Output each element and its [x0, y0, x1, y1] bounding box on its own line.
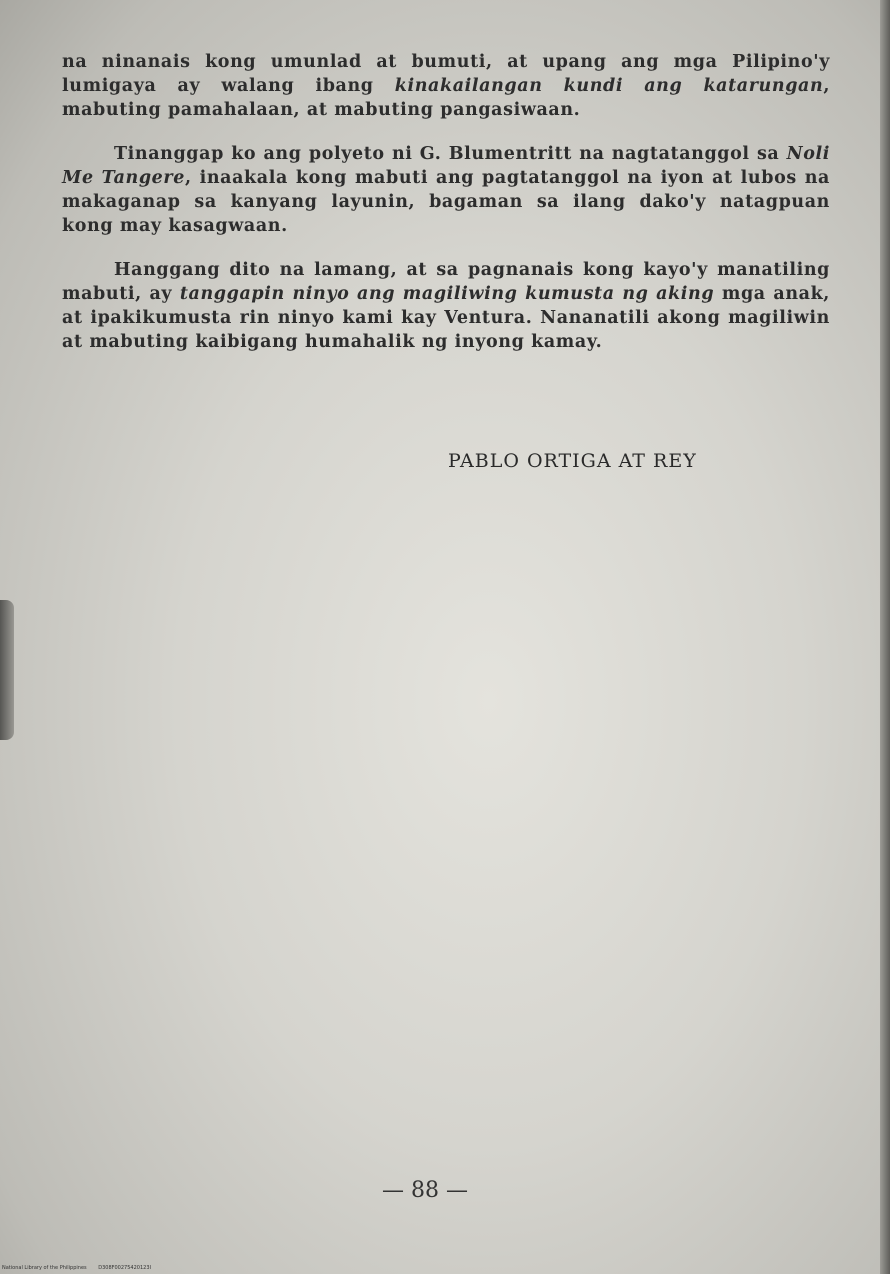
paragraph-2	[62, 142, 830, 238]
paragraph-2-italic: Noli Me Tangere	[62, 144, 830, 188]
paragraph-3	[62, 258, 830, 354]
paragraph-3-after: mga anak, at ipakikumusta rin ninyo kami kay Ventura. Nananatili akong magiliwin at mabuting kaibigang humahalik ng inyong kamay.	[62, 284, 830, 352]
paragraph-2-before: Tinanggap ko ang polyeto ni G. Blumentritt na nagtatanggol sa	[114, 144, 787, 164]
paragraph-1	[62, 50, 830, 122]
scan-footer	[2, 1265, 151, 1271]
paragraph-1-text: na ninanais kong umunlad at bumuti, at upang ang mga Pilipino'y lumigaya ay walang ibang	[62, 52, 830, 96]
paragraph-2-after: , inaakala kong mabuti ang pagtatanggol na iyon at lubos na makaganap sa kanyang layunin, bagaman sa ilang dako'y natagpuan kong may kasagwaan.	[62, 168, 831, 236]
footer-library: National Library of the Philippines	[2, 1265, 87, 1271]
paragraph-3-before: Hanggang dito na lamang, at sa pagnanais kong kayo'y manatiling mabuti, ay	[62, 260, 830, 304]
footer-code: D308F00275420123I	[98, 1265, 151, 1271]
signature: PABLO ORTIGA AT REY	[448, 450, 697, 472]
body-text	[62, 50, 830, 374]
page-number: — 88 —	[382, 1178, 468, 1203]
paragraph-3-italic: tanggapin ninyo ang magiliwing kumusta ng aking	[179, 284, 715, 304]
paragraph-1-italic: kinakailangan kundi ang katarungan	[394, 76, 824, 96]
page-edge-right	[880, 0, 890, 1274]
page-shadow-left	[0, 600, 14, 740]
paragraph-1-text-after: , mabuting pamahalaan, at mabuting pangasiwaan.	[62, 76, 831, 120]
